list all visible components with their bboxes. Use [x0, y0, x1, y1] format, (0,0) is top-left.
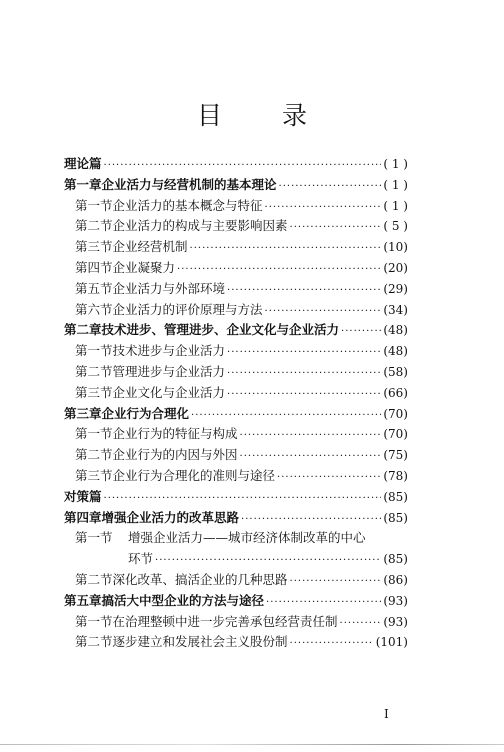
toc-entry-label: 第二节 — [75, 447, 113, 463]
toc-entry — [64, 362, 408, 383]
toc-entry-title: 搞活大中型企业的方法与途径 — [101, 592, 265, 608]
toc-entry-title: 企业行为的特征与构成 — [112, 426, 238, 442]
toc-entry-label: 第一章 — [64, 176, 102, 192]
toc-leader-dots — [241, 510, 381, 531]
toc-entry — [64, 487, 408, 508]
toc-entry-label: 第一节 — [75, 343, 113, 359]
toc-entry — [64, 404, 408, 425]
toc-entry — [64, 528, 408, 549]
toc-entry-title: 企业文化与企业活力 — [112, 384, 226, 400]
toc-entry — [64, 154, 408, 175]
toc-leader-dots — [104, 156, 382, 177]
toc-entry-title: 企业行为的内因与外因 — [112, 447, 238, 463]
toc-entry-label: 第五节 — [75, 280, 113, 296]
toc-entry — [64, 300, 408, 321]
toc-entry-page: (86) — [383, 572, 408, 587]
toc-leader-dots — [265, 302, 382, 323]
toc-entry-page: (70) — [383, 406, 408, 421]
toc-entry-title: 企业活力的构成与主要影响因素 — [112, 218, 288, 234]
toc-entry-title: 企业行为合理化的准则与途径 — [112, 467, 276, 483]
toc-leader-dots — [290, 218, 382, 239]
toc-entry — [64, 632, 408, 653]
toc-entry-label: 第三节 — [75, 239, 113, 255]
toc-entry-title: 在治理整顿中进一步完善承包经营责任制 — [112, 613, 338, 629]
toc-entry-label: 第四章 — [64, 509, 102, 525]
toc-entry-title: 企业凝聚力 — [112, 259, 176, 275]
toc-leader-dots — [279, 177, 382, 198]
toc-entry-label: 第五章 — [64, 592, 102, 608]
toc-entry-title: 企业经营机制 — [112, 239, 188, 255]
toc-entry-page: (29) — [383, 281, 408, 296]
toc-entry-label: 第二节 — [75, 634, 113, 650]
toc-entry-page: (75) — [383, 448, 408, 463]
toc-entry-page: (78) — [383, 468, 408, 483]
toc-entry-label: 第二节 — [75, 218, 113, 234]
toc-entry-label: 第三节 — [75, 467, 113, 483]
toc-leader-dots — [227, 343, 381, 364]
toc-entry-title: 技术进步、管理进步、企业文化与企业活力 — [101, 322, 340, 338]
toc-entry — [64, 341, 408, 362]
toc-entry-title: 企业活力的基本概念与特征 — [112, 197, 263, 213]
toc-leader-dots — [190, 239, 382, 260]
toc-entry — [64, 175, 408, 196]
toc-entry-label: 第一节 — [75, 530, 113, 546]
toc-entry-label: 第二节 — [75, 571, 113, 587]
toc-entry-title: 技术进步与企业活力 — [112, 343, 226, 359]
toc-entry-title: 对策篇 — [64, 488, 102, 504]
toc-entry-title: 管理进步与企业活力 — [112, 363, 226, 379]
toc-entry — [64, 570, 408, 591]
toc-leader-dots — [191, 406, 381, 427]
toc-entry — [64, 216, 408, 237]
toc-leader-dots — [290, 634, 374, 655]
toc-entry-title: 逐步建立和发展社会主义股份制 — [112, 634, 288, 650]
toc-leader-dots — [290, 572, 382, 593]
toc-entry-page: ( 5 ) — [383, 219, 408, 234]
toc-entry-page: (58) — [383, 364, 408, 379]
toc-leader-dots — [227, 385, 381, 406]
toc-entry-page: (48) — [383, 344, 408, 359]
table-of-contents — [64, 154, 408, 653]
toc-entry — [64, 258, 408, 279]
toc-entry-page: (85) — [383, 510, 408, 525]
toc-entry — [64, 424, 408, 445]
toc-entry — [64, 466, 408, 487]
toc-entry-label: 第一节 — [75, 613, 113, 629]
toc-entry-title: 增强企业活力的改革思路 — [101, 509, 240, 525]
toc-entry — [64, 445, 408, 466]
toc-entry — [64, 508, 408, 529]
toc-entry-title: 企业活力与外部环境 — [112, 280, 226, 296]
toc-leader-dots — [240, 447, 382, 468]
toc-entry-label: 第二章 — [64, 322, 102, 338]
toc-entry-title: 企业活力的评价原理与方法 — [112, 301, 263, 317]
toc-entry — [64, 320, 408, 341]
toc-entry-title: 深化改革、搞活企业的几种思路 — [112, 571, 288, 587]
toc-entry-title: 增强企业活力——城市经济体制改革的中心 — [128, 530, 366, 546]
toc-entry-page: (85) — [383, 552, 408, 567]
toc-leader-dots — [177, 260, 381, 281]
toc-entry-page: (93) — [383, 614, 408, 629]
toc-entry-label: 第四节 — [75, 259, 113, 275]
toc-entry-page: (93) — [383, 593, 408, 608]
toc-leader-dots — [266, 593, 381, 614]
toc-entry-page: (10) — [383, 240, 408, 255]
toc-leader-dots — [155, 551, 381, 572]
toc-entry — [64, 591, 408, 612]
toc-leader-dots — [341, 322, 381, 343]
toc-leader-dots — [240, 426, 382, 447]
toc-entry — [64, 549, 408, 570]
toc-entry — [64, 279, 408, 300]
toc-entry-page: ( 1 ) — [383, 177, 408, 192]
toc-entry-title: 理论篇 — [64, 156, 102, 171]
toc-entry — [64, 612, 408, 633]
toc-leader-dots — [104, 489, 382, 510]
toc-leader-dots — [227, 364, 381, 385]
toc-entry-label: 第三节 — [75, 384, 113, 400]
toc-entry — [64, 383, 408, 404]
toc-entry-page: (85) — [383, 489, 408, 504]
toc-entry-page: (101) — [375, 635, 408, 650]
toc-leader-dots — [340, 614, 382, 635]
toc-entry-title: 企业行为合理化 — [101, 405, 190, 421]
toc-entry-label: 第一节 — [75, 426, 113, 442]
toc-entry-page: (66) — [383, 385, 408, 400]
scan-edge-line — [0, 744, 504, 745]
toc-entry — [64, 196, 408, 217]
toc-entry-page: (20) — [383, 260, 408, 275]
toc-leader-dots — [265, 198, 382, 219]
toc-entry — [64, 237, 408, 258]
toc-entry-title: 环节 — [128, 551, 154, 567]
toc-entry-page: (34) — [383, 302, 408, 317]
toc-entry-title: 企业活力与经营机制的基本理论 — [101, 176, 277, 192]
toc-entry-page: (48) — [383, 323, 408, 338]
toc-entry-page: ( 1 ) — [383, 157, 408, 171]
page-title: 目 录 — [197, 101, 333, 130]
toc-entry-page: (70) — [383, 427, 408, 442]
toc-entry-label: 第三章 — [64, 405, 102, 421]
toc-entry-label: 第二节 — [75, 363, 113, 379]
toc-entry-page: ( 1 ) — [383, 198, 408, 213]
toc-entry-label: 第六节 — [75, 301, 113, 317]
toc-entry-label: 第一节 — [75, 197, 113, 213]
toc-leader-dots — [277, 468, 381, 489]
page-folio: I — [384, 707, 389, 721]
toc-leader-dots — [227, 281, 381, 302]
